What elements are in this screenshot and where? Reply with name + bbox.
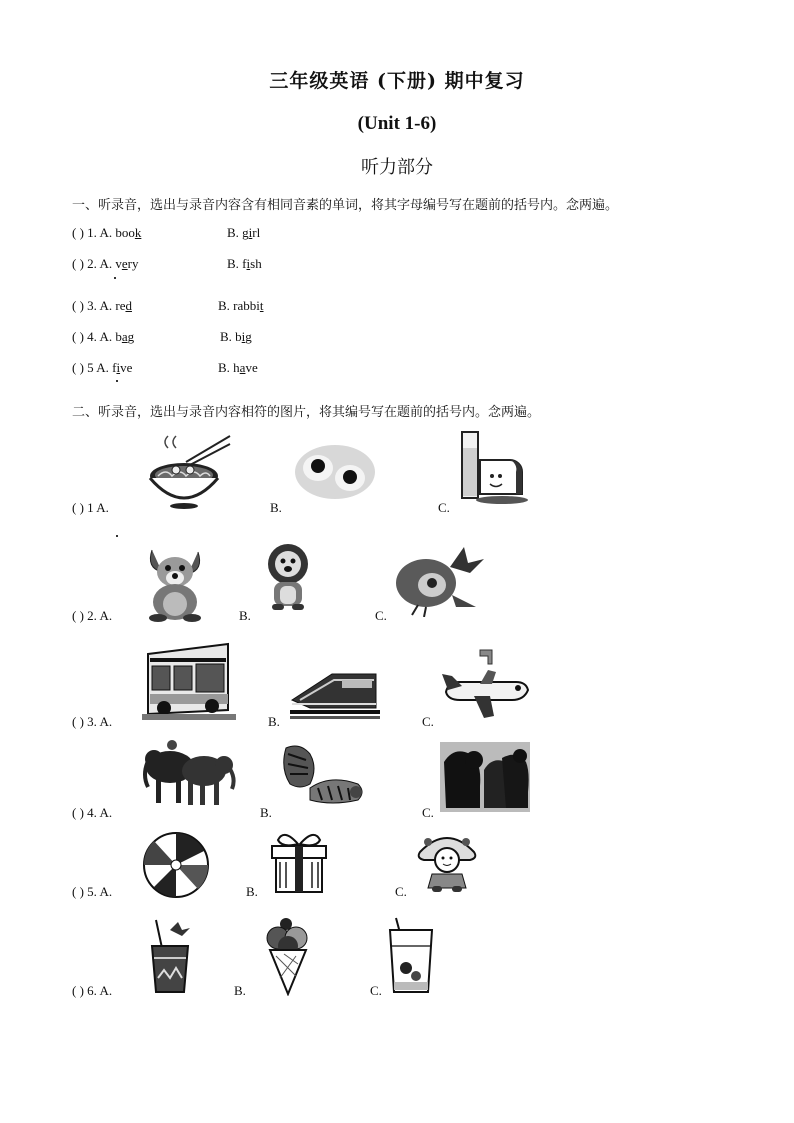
page-title: 三年级英语 (下册) 期中复习 <box>269 70 525 92</box>
option-b-word: fish <box>242 256 262 271</box>
train-icon <box>290 660 380 722</box>
option-a-label: A. <box>96 500 109 515</box>
option-a-label: A. <box>99 608 113 623</box>
option-b-label: B. <box>218 298 230 313</box>
option-b-label: B. <box>227 256 239 271</box>
question-number: 4. <box>87 805 97 820</box>
question-number: 5. <box>87 884 97 899</box>
option-b-label: B. <box>260 805 272 820</box>
answer-paren[interactable]: ( ) <box>72 360 84 375</box>
plane-icon <box>440 646 530 722</box>
option-a-word: red <box>115 298 132 313</box>
option-b-label: B. <box>218 360 230 375</box>
option-c-label: C. <box>422 714 434 729</box>
section-heading: 听力部分 <box>361 157 433 178</box>
option-a-label: A. <box>99 225 113 240</box>
option-b-label: B. <box>268 714 280 729</box>
part2-question-5 <box>72 884 112 900</box>
part1-question-4 <box>72 329 134 345</box>
part1-question-2-b <box>227 256 262 272</box>
part1-question-5 <box>72 360 132 376</box>
option-b-word: have <box>233 360 258 375</box>
answer-paren[interactable]: ( ) <box>72 500 84 515</box>
option-b-label: B. <box>246 884 258 899</box>
answer-paren[interactable]: ( ) <box>72 329 84 344</box>
option-b-word: big <box>235 329 252 344</box>
option-a-word: book <box>115 225 142 240</box>
option-a-label: A. <box>99 983 113 998</box>
question-number: 6. <box>87 983 97 998</box>
option-a-label: A. <box>99 256 113 271</box>
part1-question-1 <box>72 225 141 241</box>
elephant-icon <box>142 737 236 809</box>
answer-paren[interactable]: ( ) <box>72 298 84 313</box>
bird-icon <box>392 545 488 617</box>
option-b-label: B. <box>234 983 246 998</box>
option-c-label: C. <box>375 608 387 623</box>
option-b-label: B. <box>227 225 239 240</box>
part1-question-5-b <box>218 360 258 376</box>
doll-icon <box>414 830 480 894</box>
option-a-word: bag <box>115 329 135 344</box>
option-a-label: A. <box>99 714 113 729</box>
noodles-icon <box>146 432 232 512</box>
tiger-icon <box>278 740 368 810</box>
answer-paren[interactable]: ( ) <box>72 983 84 998</box>
answer-paren[interactable]: ( ) <box>72 714 84 729</box>
eggs-icon <box>292 440 378 504</box>
part2-question-1 <box>72 500 109 516</box>
milk-bread-icon <box>458 430 530 508</box>
question-number: 3. <box>87 298 97 313</box>
part2-question-4 <box>72 805 112 821</box>
dog-icon <box>142 546 208 622</box>
option-a-label: A. <box>96 360 109 375</box>
ball-icon <box>141 830 211 900</box>
answer-paren[interactable]: ( ) <box>72 225 84 240</box>
question-number: 1 <box>87 500 94 515</box>
part1-instruction: 一、听录音，选出与录音内容含有相同音素的单词，将其字母编号写在题前的括号内。念两遍。 <box>72 198 619 213</box>
option-b-label: B. <box>270 500 282 515</box>
question-number: 5 <box>87 360 94 375</box>
part2-question-6 <box>72 983 112 999</box>
option-c-label: C. <box>422 805 434 820</box>
part1-question-3-b <box>218 298 264 314</box>
question-number: 1. <box>87 225 97 240</box>
bear-icon <box>440 742 530 812</box>
question-number: 3. <box>87 714 97 729</box>
drink-glass-icon <box>386 916 436 996</box>
part2-instruction: 二、听录音，选出与录音内容相符的图片，将其编号写在题前的括号内。念两遍。 <box>72 405 541 420</box>
option-c-label: C. <box>438 500 450 515</box>
option-b-word: rabbit <box>233 298 264 313</box>
gift-icon <box>268 830 330 896</box>
part2-question-2 <box>72 608 112 624</box>
scan-dot <box>116 535 118 537</box>
answer-paren[interactable]: ( ) <box>72 256 84 271</box>
part1-question-3 <box>72 298 132 314</box>
lion-icon <box>264 542 312 614</box>
juice-icon <box>148 918 192 996</box>
option-a-label: A. <box>99 298 113 313</box>
option-b-word: girl <box>242 225 261 240</box>
part1-question-1-b <box>227 225 260 241</box>
question-number: 2. <box>87 256 97 271</box>
option-c-label: C. <box>395 884 407 899</box>
option-c-label: C. <box>370 983 382 998</box>
option-a-label: A. <box>99 884 113 899</box>
ice-cream-icon <box>262 916 314 996</box>
option-a-label: A. <box>99 805 113 820</box>
scan-dot <box>114 277 116 279</box>
option-b-label: B. <box>239 608 251 623</box>
scan-dot <box>116 380 118 382</box>
option-b-label: B. <box>220 329 232 344</box>
question-number: 2. <box>87 608 97 623</box>
option-a-word: very <box>115 256 139 271</box>
option-a-label: A. <box>99 329 113 344</box>
answer-paren[interactable]: ( ) <box>72 608 84 623</box>
answer-paren[interactable]: ( ) <box>72 884 84 899</box>
part2-question-3 <box>72 714 112 730</box>
option-a-word: five <box>112 360 133 375</box>
part1-question-2 <box>72 256 138 272</box>
part1-question-4-b <box>220 329 252 345</box>
page-subtitle: (Unit 1-6) <box>357 113 437 134</box>
bus-icon <box>142 642 236 720</box>
answer-paren[interactable]: ( ) <box>72 805 84 820</box>
question-number: 4. <box>87 329 97 344</box>
